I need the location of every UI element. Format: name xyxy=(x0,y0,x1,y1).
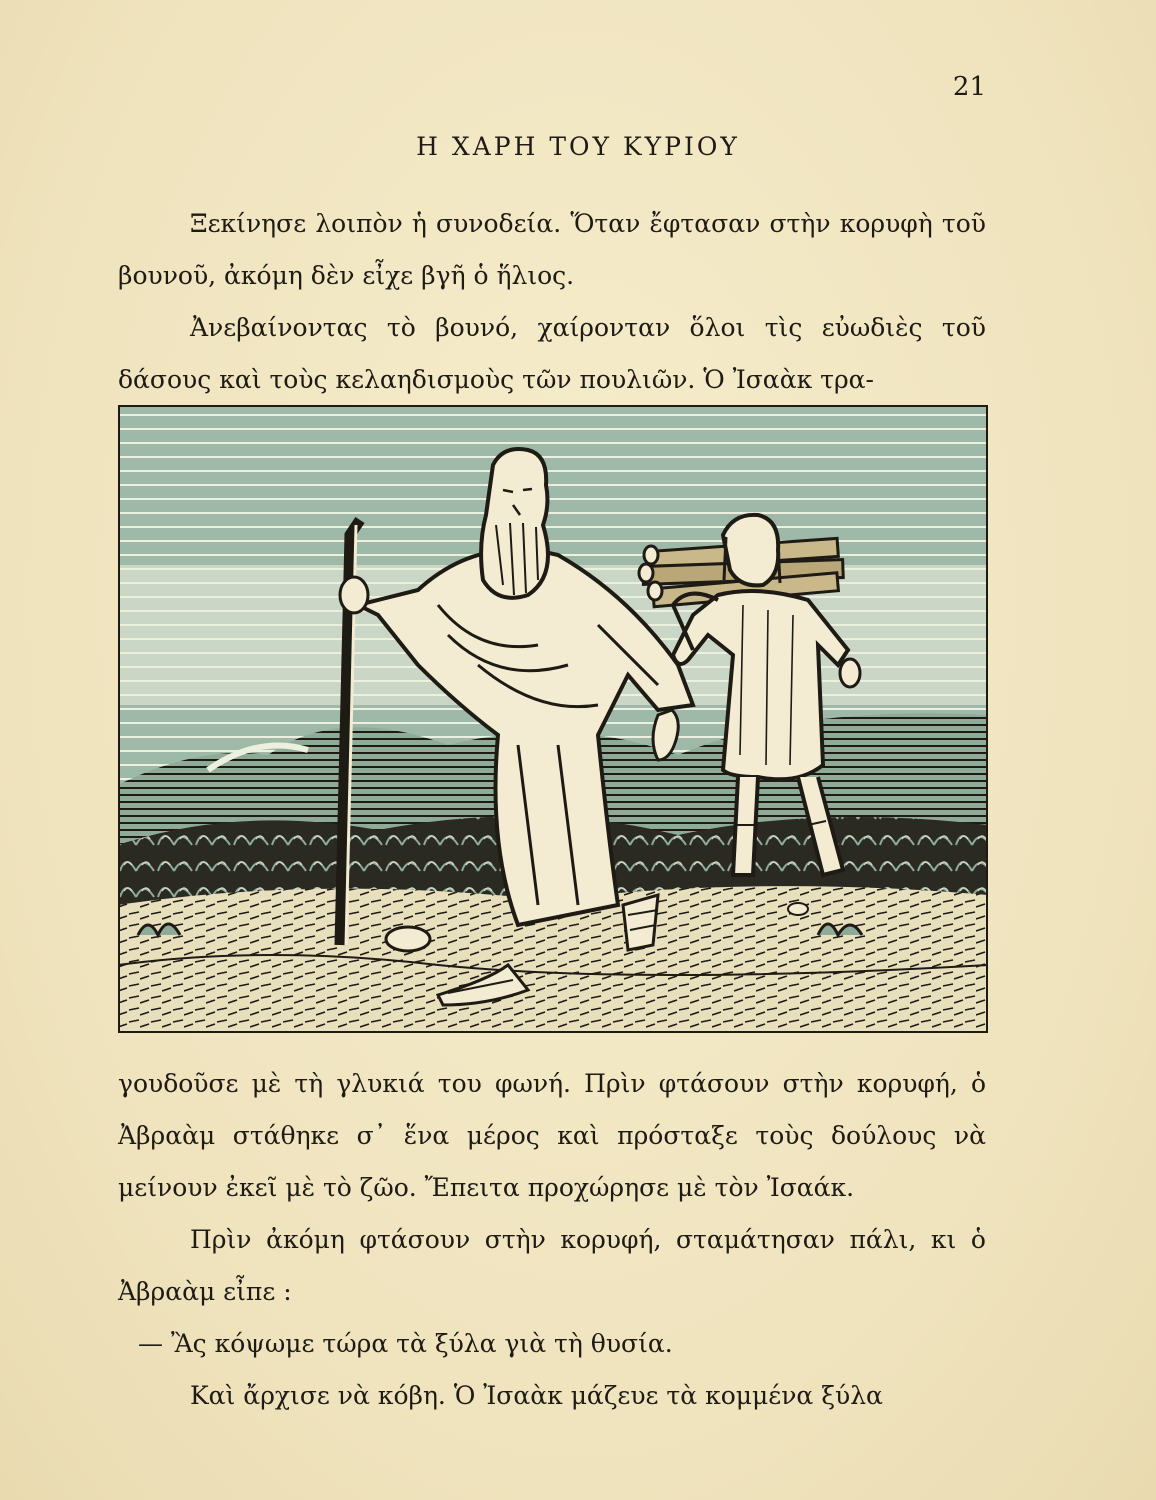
paragraph: Καὶ ἄρχισε νὰ κόβη. Ὁ Ἰσαὰκ μάζευε τὰ κομμένα ξύλα xyxy=(190,1381,883,1410)
text-block-top xyxy=(118,198,986,406)
paragraph: Πρὶν ἀκόμη φτάσουν στὴν κορυφή, σταμάτησαν πάλι, κι ὁ Ἀβραὰμ εἶπε : xyxy=(118,1225,986,1306)
page-number: 21 xyxy=(952,72,986,102)
dialogue-line: — Ἂς κόψωμε τώρα τὰ ξύλα γιὰ τὴ θυσία. xyxy=(138,1329,673,1358)
running-head: Η ΧΑΡΗ ΤΟΥ ΚΥΡΙΟΥ xyxy=(416,132,740,161)
woodcut-illustration xyxy=(118,405,988,1033)
paragraph: Ἀνεβαίνοντας τὸ βουνό, χαίρονταν ὅλοι τὶς εὐωδιὲς τοῦ δάσους καὶ τοὺς κελαηδισμοὺς τῶν πουλιῶν. Ὁ Ἰσαὰκ τρα- xyxy=(118,313,986,394)
illustration-abraham-isaac xyxy=(118,405,988,1033)
paragraph: γουδοῦσε μὲ τὴ γλυκιά του φωνή. Πρὶν φτάσουν στὴν κορυφή, ὁ Ἀβραὰμ στάθηκε σ᾿ ἕνα μέρος καὶ πρόσταξε τοὺς δούλους νὰ μείνουν ἐκεῖ μὲ τὸ ζῶο. Ἔπειτα προχώρησε μὲ τὸν Ἰσαάκ. xyxy=(118,1069,986,1202)
paragraph: Ξεκίνησε λοιπὸν ἡ συνοδεία. Ὅταν ἔφτασαν στὴν κορυφὴ τοῦ βουνοῦ, ἀκόμη δὲν εἶχε βγῆ ὁ ἥλιος. xyxy=(118,209,986,290)
text-block-bottom xyxy=(118,1058,986,1422)
